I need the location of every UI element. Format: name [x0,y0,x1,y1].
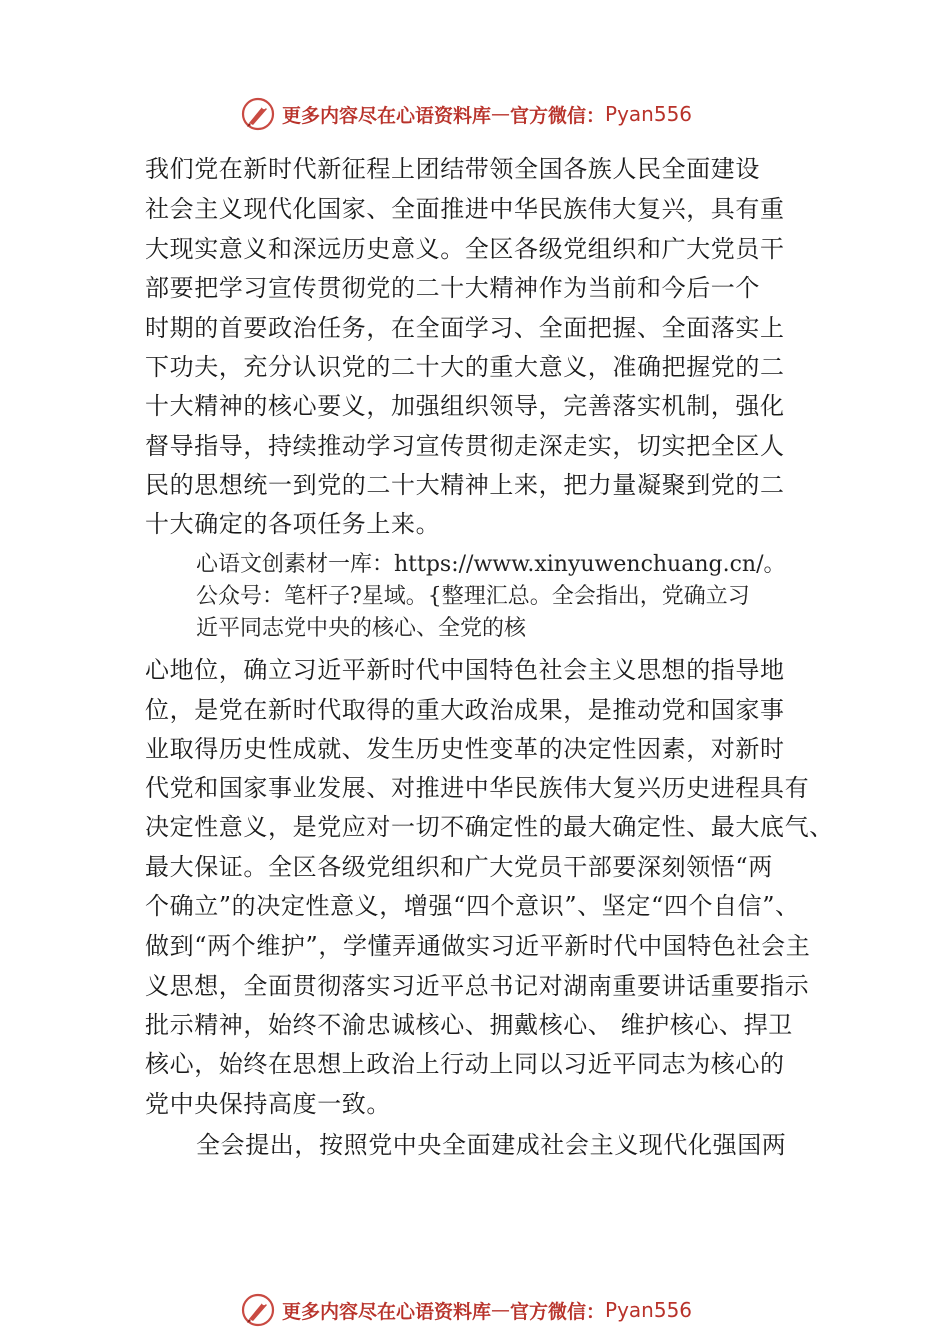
text-line: 党中央保持高度一致。 [145,1090,391,1118]
banner-dash: — [491,103,511,125]
text-line: 业取得历史性成就、发生历史性变革的决定性因素，对新时 [145,735,785,763]
text-line: 批示精神，始终不渝忠诚核心、拥戴核心、 维护核心、捍卫 [145,1011,793,1039]
text-line: 下功夫，充分认识党的二十大的重大意义，准确把握党的二 [145,353,785,381]
text-line: 部要把学习宣传贯彻党的二十大精神作为当前和今后一个 [145,274,760,302]
text-line: 决定性意义，是党应对一切不确定性的最大确定性、最大底气、 [145,813,834,841]
text-line: 个确立”的决定性意义，增强“四个意识”、坚定“四个自信”、 [145,892,800,920]
text-line: 全会提出，按照党中央全面建成社会主义现代化强国两 [196,1131,787,1159]
text-line: 位，是党在新时代取得的重大政治成果，是推动党和国家事 [145,696,785,724]
text-line: 社会主义现代化国家、全面推进中华民族伟大复兴，具有重 [145,195,785,223]
banner-dash: — [491,1299,511,1321]
note-line: 近平同志党中央的核心、全党的核 [196,616,527,641]
banner-wechat-label: 官方微信： [510,104,606,127]
footer-banner [240,1290,692,1330]
banner-wechat-id: Pyan556 [605,102,693,126]
text-line: 民的思想统一到党的二十大精神上来，把力量凝聚到党的二 [145,471,785,499]
banner-title: 更多内容尽在心语资料库 [282,1300,492,1323]
text-line: 我们党在新时代新征程上团结带领全国各族人民全面建设 [145,155,760,183]
text-line: 十大精神的核心要义，加强组织领导，完善落实机制，强化 [145,392,785,420]
note-line: 心语文创素材一库：https://www.xinyuwenchuang.cn/。 [196,552,786,577]
text-line: 督导指导，持续推动学习宣传贯彻走深走实，切实把全区人 [145,432,785,460]
text-line: 时期的首要政治任务，在全面学习、全面把握、全面落实上 [145,314,785,342]
text-line: 义思想，全面贯彻落实习近平总书记对湖南重要讲话重要指示 [145,972,810,1000]
note-line: 公众号：笔杆子?星域。{整理汇总。全会指出，党确立习 [196,584,750,609]
header-banner [240,94,692,134]
banner-wechat-label: 官方微信： [510,1300,606,1323]
text-line: 十大确定的各项任务上来。 [145,510,441,538]
text-line: 核心，始终在思想上政治上行动上同以习近平同志为核心的 [145,1050,785,1078]
text-line: 最大保证。全区各级党组织和广大党员干部要深刻领悟“两 [145,853,773,881]
pen-nib-logo-icon [240,96,276,132]
text-line: 大现实意义和深远历史意义。全区各级党组织和广大党员干 [145,235,785,263]
text-line: 做到“两个维护”，学懂弄通做实习近平新时代中国特色社会主 [145,932,811,960]
banner-title: 更多内容尽在心语资料库 [282,104,492,127]
pen-nib-logo-icon [240,1292,276,1328]
banner-wechat-id: Pyan556 [605,1298,693,1322]
text-line: 心地位，确立习近平新时代中国特色社会主义思想的指导地 [145,656,785,684]
text-line: 代党和国家事业发展、对推进中华民族伟大复兴历史进程具有 [145,774,810,802]
